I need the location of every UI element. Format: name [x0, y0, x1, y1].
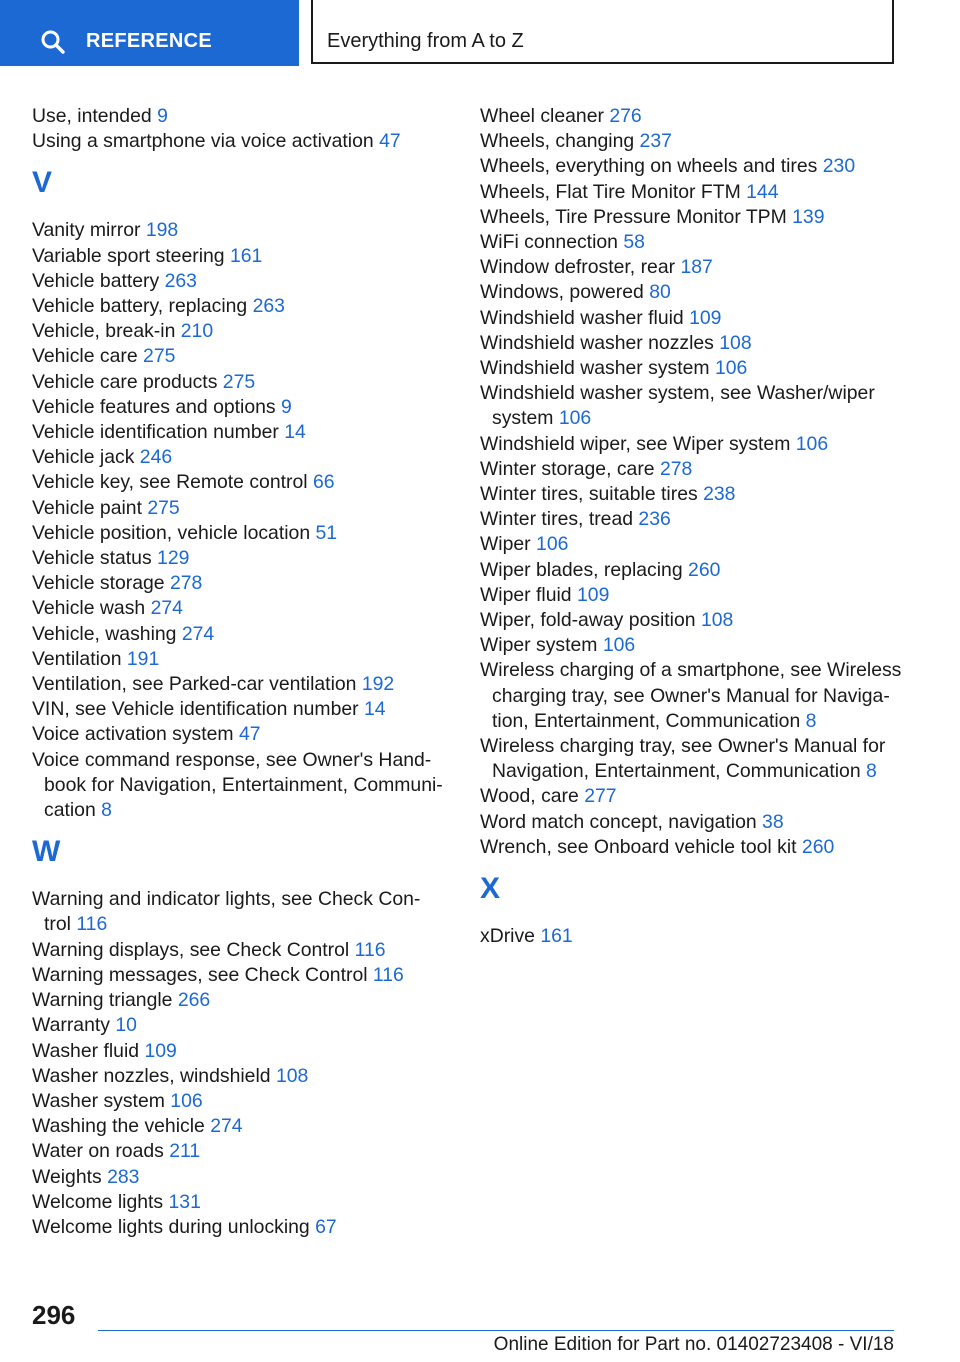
page-reference-link[interactable]: 8 [101, 799, 112, 822]
index-column-left [32, 104, 452, 1240]
index-entry [480, 180, 910, 205]
index-entry-text: Vehicle, break-in [32, 320, 176, 343]
index-column-right [480, 104, 910, 949]
index-entry-text: Wiper fluid [480, 583, 572, 606]
page-reference-link[interactable]: 230 [822, 155, 856, 178]
index-entry-text: Windshield washer nozzles [480, 331, 714, 354]
index-entry [32, 370, 452, 395]
page-reference-link[interactable]: 260 [801, 835, 835, 858]
page-reference-link[interactable]: 109 [577, 583, 610, 606]
page-reference-link[interactable]: 47 [379, 130, 401, 153]
page-reference-link[interactable]: 38 [762, 810, 784, 833]
page-reference-link[interactable]: 263 [164, 269, 197, 292]
page-reference-link[interactable]: 246 [139, 446, 173, 469]
index-entry [32, 988, 452, 1013]
search-icon [40, 29, 66, 55]
index-entry [480, 507, 910, 532]
index-entry [480, 924, 910, 949]
index-entry [480, 532, 910, 557]
index-entry-text: Vehicle, washing [32, 622, 177, 645]
index-entry [480, 658, 910, 734]
index-entry [32, 1190, 452, 1215]
index-entry-text: Wheel cleaner [480, 105, 604, 127]
index-entry-text: Window defroster, rear [480, 256, 676, 279]
page-reference-link[interactable]: 266 [177, 989, 211, 1012]
page-reference-link[interactable]: 274 [150, 597, 183, 620]
page-reference-link[interactable]: 263 [252, 295, 285, 318]
index-entry [32, 697, 452, 722]
index-entry [32, 887, 452, 937]
page-reference-link[interactable]: 106 [714, 357, 748, 380]
index-entry [32, 344, 452, 369]
page-reference-link[interactable]: 192 [361, 673, 395, 696]
index-entry [32, 596, 452, 621]
section-title: Everything from A to Z [327, 30, 524, 52]
index-entry-text: Vehicle battery [32, 269, 160, 292]
index-entry-text: Wrench, see Onboard vehicle tool kit [480, 835, 797, 858]
index-entry [32, 1165, 452, 1190]
index-entry [480, 734, 910, 784]
index-entry-text: Welcome lights during unlocking [32, 1215, 310, 1238]
page-reference-link[interactable]: 106 [602, 634, 636, 657]
page-reference-link[interactable]: 106 [558, 407, 592, 430]
index-entry-text: Wheels, Flat Tire Monitor FTM [480, 180, 741, 203]
index-entry-text: Vehicle jack [32, 446, 135, 469]
index-entry-text: Wiper [480, 533, 531, 556]
index-entry [480, 331, 910, 356]
index-entry-text: Weights [32, 1165, 102, 1188]
index-entry-text: Vehicle key, see Remote control [32, 471, 308, 494]
index-entry [32, 244, 452, 269]
index-entry-text: Vehicle care products [32, 370, 218, 393]
index-entry [480, 381, 910, 431]
index-entry-text: Vehicle status [32, 547, 152, 570]
index-entry [32, 546, 452, 571]
index-entry-text: Wireless charging of a smartphone, see Wireless [480, 659, 902, 682]
index-entry-text: Warning triangle [32, 989, 173, 1012]
index-entry-text: Warranty [32, 1014, 110, 1037]
index-entry [32, 496, 452, 521]
index-entry-text: Voice command response, see Owner's Hand- [32, 748, 432, 771]
index-entry-text: Vanity mirror [32, 219, 141, 242]
index-entry-text: Vehicle features and options [32, 395, 276, 418]
index-entry-text: Vehicle paint [32, 496, 142, 519]
index-entry [32, 129, 452, 154]
index-entry-text: tion, Entertainment, Communication [492, 709, 801, 732]
page-reference-link[interactable]: 198 [145, 219, 179, 242]
index-entry [32, 470, 452, 495]
index-entry-text: Wheels, Tire Pressure Monitor TPM [480, 205, 787, 228]
page-reference-link[interactable]: 191 [126, 647, 160, 670]
page-reference-link[interactable]: 238 [703, 483, 736, 506]
page-reference-link[interactable]: 283 [107, 1165, 140, 1188]
index-entry-text: Variable sport steering [32, 244, 225, 267]
index-entry [480, 835, 910, 860]
page-reference-link[interactable]: 109 [689, 306, 722, 329]
index-letter-heading: X [480, 872, 501, 906]
page-reference-link[interactable]: 275 [143, 345, 176, 368]
index-entry-text: Wheels, changing [480, 130, 635, 153]
page-reference-link[interactable]: 274 [210, 1115, 243, 1138]
index-entry [32, 963, 452, 988]
page-reference-link[interactable]: 9 [281, 395, 292, 418]
index-entry-text: Wiper blades, replacing [480, 558, 683, 581]
index-entry-text: Wireless charging tray, see Owner's Manual for [480, 735, 886, 758]
index-entry-text: Wiper system [480, 634, 598, 657]
index-entry-text: Warning messages, see Check Control [32, 963, 368, 986]
page-reference-link[interactable]: 278 [659, 457, 693, 480]
index-entry-text: charging tray, see Owner's Manual for Naviga- [492, 684, 890, 707]
page-reference-link[interactable]: 274 [181, 622, 215, 645]
index-entry [480, 129, 910, 154]
index-entry [32, 672, 452, 697]
index-entry-text: cation [44, 799, 96, 822]
page-reference-link[interactable]: 187 [680, 256, 713, 279]
index-entry [32, 571, 452, 596]
index-entry [32, 1013, 452, 1038]
index-entry-text: Word match concept, navigation [480, 810, 757, 833]
index-entry-text: Vehicle identification number [32, 421, 279, 444]
index-entry [32, 748, 452, 824]
index-entry [32, 319, 452, 344]
index-entry-text: xDrive [480, 925, 535, 948]
index-entry-text: Wood, care [480, 785, 579, 808]
index-entry-text: Windows, powered [480, 281, 644, 304]
index-entry-text: Wiper, fold-away position [480, 609, 696, 632]
index-entry [480, 608, 910, 633]
index-entry [480, 154, 910, 179]
index-entry [32, 521, 452, 546]
index-entry-text: WiFi connection [480, 231, 618, 254]
index-entry-text: Using a smartphone via voice activation [32, 130, 374, 153]
index-entry [480, 784, 910, 809]
index-entry-text: Water on roads [32, 1140, 164, 1163]
index-entry-text: VIN, see Vehicle identification number [32, 698, 359, 721]
index-entry-text: Windshield wiper, see Wiper system [480, 432, 791, 455]
index-entry [32, 104, 452, 129]
index-entry-text: Navigation, Entertainment, Communication [492, 760, 861, 783]
index-entry-text: Warning displays, see Check Control [32, 938, 350, 961]
index-entry-text: Vehicle position, vehicle location [32, 521, 311, 544]
index-entry-text: Voice activation system [32, 723, 234, 746]
index-entry [480, 280, 910, 305]
index-entry [32, 1064, 452, 1089]
index-entry [480, 205, 910, 230]
index-entry-text: Winter storage, care [480, 457, 655, 480]
page-reference-link[interactable]: 131 [168, 1190, 201, 1213]
page-reference-link[interactable]: 66 [312, 471, 335, 494]
index-entry [32, 1114, 452, 1139]
page-reference-link[interactable]: 161 [229, 244, 263, 267]
index-entry [480, 255, 910, 280]
page-reference-link[interactable]: 14 [363, 698, 386, 721]
index-entry [32, 420, 452, 445]
index-entry-text: Winter tires, suitable tires [480, 483, 698, 506]
page-reference-link[interactable]: 109 [144, 1039, 177, 1062]
page-reference-link[interactable]: 275 [147, 496, 180, 519]
page-reference-link[interactable]: 276 [609, 105, 642, 127]
page-reference-link[interactable]: 106 [795, 432, 829, 455]
index-entry [32, 938, 452, 963]
index-entry [32, 1089, 452, 1114]
index-entry [32, 1139, 452, 1164]
page-reference-link[interactable]: 80 [649, 281, 671, 304]
index-entry [32, 395, 452, 420]
index-entry-text: trol [44, 913, 71, 936]
page-reference-link[interactable]: 10 [115, 1014, 137, 1037]
page-reference-link[interactable]: 108 [700, 609, 734, 632]
page-reference-link[interactable]: 108 [275, 1064, 309, 1087]
index-entry-text: Welcome lights [32, 1190, 164, 1213]
index-entry-text: Washer system [32, 1089, 165, 1112]
page-reference-link[interactable]: 144 [746, 180, 779, 203]
index-entry [32, 445, 452, 470]
index-entry-text: Vehicle care [32, 345, 138, 368]
index-entry [32, 622, 452, 647]
page-reference-link[interactable]: 58 [623, 231, 645, 254]
index-entry-text: system [492, 407, 554, 430]
page-reference-link[interactable]: 108 [719, 331, 752, 354]
page-reference-link[interactable]: 211 [169, 1140, 201, 1163]
index-entry-text: Ventilation [32, 647, 122, 670]
index-entry [480, 104, 910, 129]
index-entry [32, 269, 452, 294]
page-reference-link[interactable]: 106 [170, 1089, 203, 1112]
page-reference-link[interactable]: 8 [866, 760, 877, 783]
edition-note: Online Edition for Part no. 01402723408 - VI/18 [493, 1334, 894, 1355]
index-letter-heading: V [32, 166, 53, 200]
index-entry-text: Windshield washer system [480, 357, 710, 380]
page-reference-link[interactable]: 139 [792, 205, 825, 228]
page-reference-link[interactable]: 275 [222, 370, 256, 393]
index-entry [32, 722, 452, 747]
page-reference-link[interactable]: 210 [180, 320, 214, 343]
page-reference-link[interactable]: 8 [805, 709, 817, 732]
index-entry-text: Ventilation, see Parked-car ventilation [32, 673, 357, 696]
page-number: 296 [32, 1300, 76, 1330]
index-entry-text: Washing the vehicle [32, 1115, 205, 1138]
page-reference-link[interactable]: 106 [536, 533, 569, 556]
index-entry [480, 432, 910, 457]
page-reference-link[interactable]: 116 [372, 963, 404, 986]
page-reference-link[interactable]: 9 [157, 105, 168, 127]
index-entry [480, 457, 910, 482]
section-title-box [311, 0, 894, 64]
index-entry-text: Washer nozzles, windshield [32, 1064, 271, 1087]
index-entry-text: Vehicle wash [32, 597, 146, 620]
reference-tab[interactable] [0, 0, 299, 66]
reference-tab-label: REFERENCE [86, 30, 213, 52]
page-reference-link[interactable]: 277 [584, 785, 617, 808]
page-reference-link[interactable]: 116 [76, 913, 108, 936]
index-entry-text: Warning and indicator lights, see Check Con- [32, 888, 421, 911]
index-entry [32, 1039, 452, 1064]
index-entry [480, 558, 910, 583]
page-reference-link[interactable]: 47 [238, 723, 261, 746]
page-reference-link[interactable]: 51 [315, 521, 338, 544]
index-entry-text: Winter tires, tread [480, 508, 634, 531]
index-entry [32, 1215, 452, 1240]
footer-divider [98, 1330, 894, 1331]
index-entry [480, 230, 910, 255]
index-entry [480, 810, 910, 835]
index-entry-text: Vehicle battery, replacing [32, 295, 248, 318]
index-entry-text: book for Navigation, Entertainment, Communi- [44, 773, 443, 796]
index-entry-text: Wheels, everything on wheels and tires [480, 155, 818, 178]
page-reference-link[interactable]: 260 [688, 558, 721, 581]
index-entry [32, 218, 452, 243]
page-reference-link[interactable]: 116 [354, 938, 386, 961]
index-entry [480, 306, 910, 331]
index-entry-text: Windshield washer system, see Washer/wiper [480, 382, 875, 405]
index-letter-heading: W [32, 835, 61, 869]
index-entry [480, 633, 910, 658]
index-entry [32, 647, 452, 672]
index-entry [32, 294, 452, 319]
page-reference-link[interactable]: 236 [638, 508, 671, 531]
page-reference-link[interactable]: 237 [639, 130, 672, 153]
index-entry [480, 583, 910, 608]
page-reference-link[interactable]: 129 [157, 547, 190, 570]
page-reference-link[interactable]: 14 [284, 421, 306, 444]
index-entry-text: Washer fluid [32, 1039, 140, 1062]
page-reference-link[interactable]: 161 [540, 925, 573, 948]
index-entry-text: Use, intended [32, 105, 152, 127]
index-entry-text: Windshield washer fluid [480, 306, 684, 329]
index-entry [480, 356, 910, 381]
page-reference-link[interactable]: 278 [169, 572, 203, 595]
index-entry [480, 482, 910, 507]
page-reference-link[interactable]: 67 [315, 1215, 337, 1238]
index-entry-text: Vehicle storage [32, 572, 165, 595]
